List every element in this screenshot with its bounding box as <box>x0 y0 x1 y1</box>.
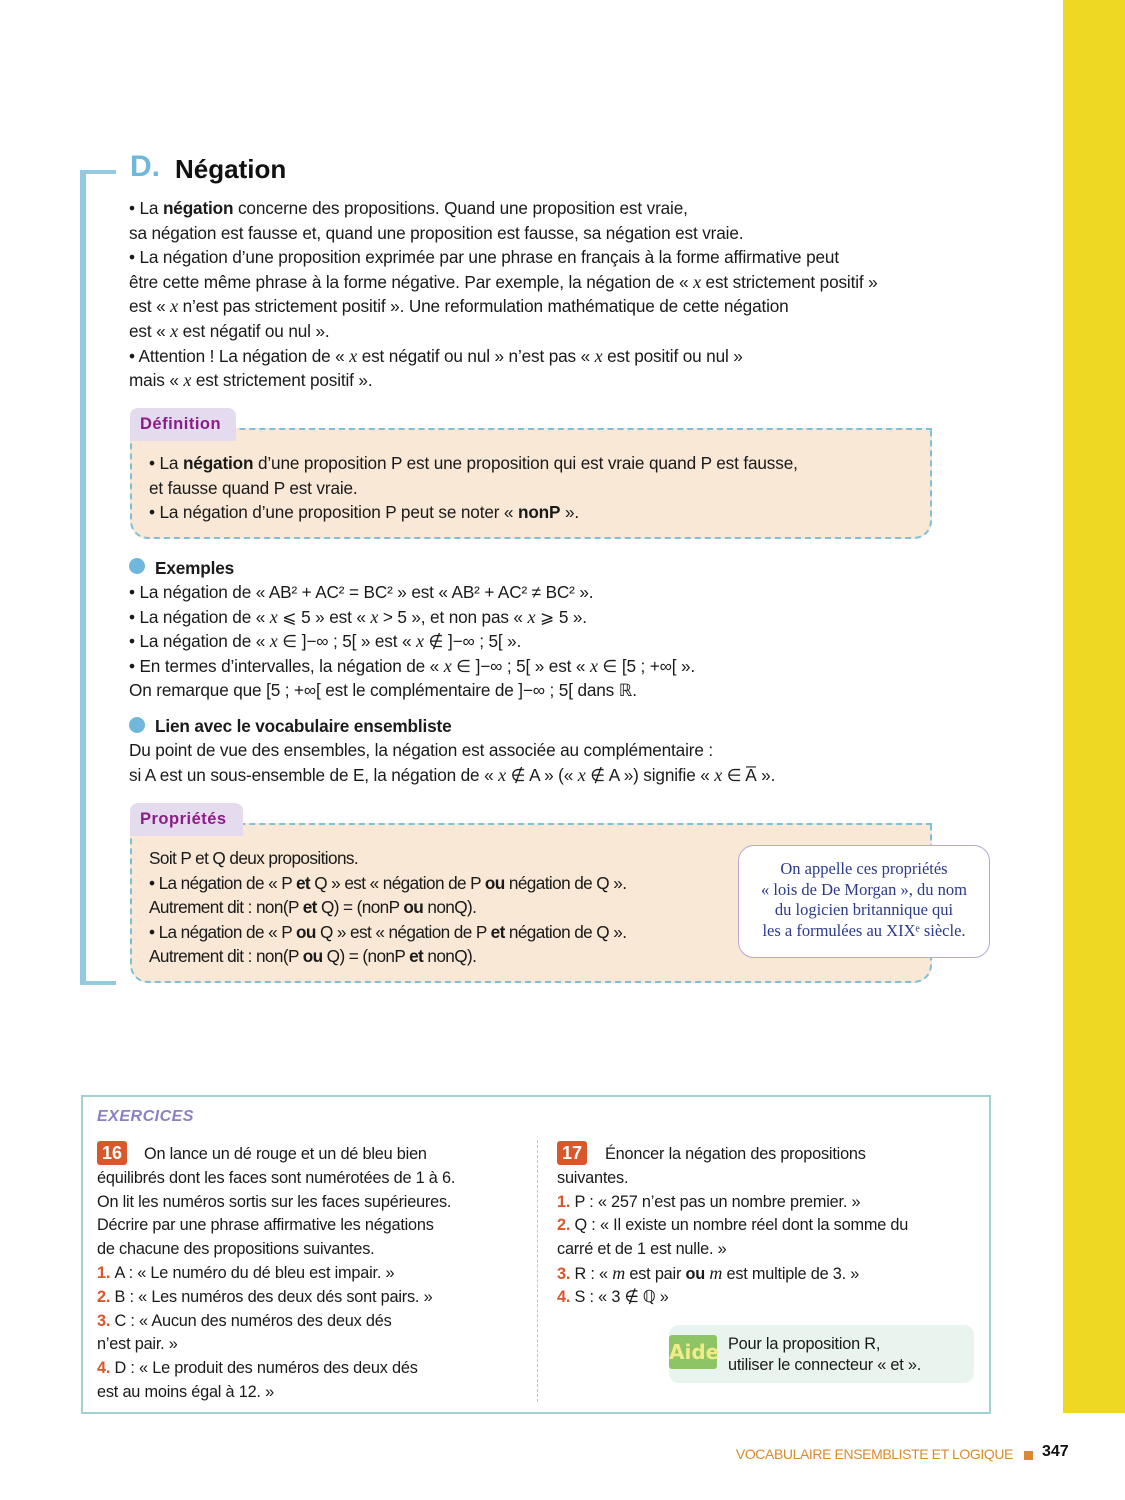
math-variable: x <box>349 345 358 366</box>
math-variable: x <box>269 606 278 627</box>
text-segment: est au moins égal à 12. » <box>97 1383 274 1401</box>
question-number: 4. <box>557 1287 575 1306</box>
text-line <box>97 1239 375 1259</box>
text-segment: est « <box>129 296 171 317</box>
properties-tab: Propriétés <box>130 803 243 836</box>
math-variable: x <box>714 764 723 785</box>
text-line <box>97 1215 434 1235</box>
text-segment: > 5 », et non pas « <box>378 606 528 627</box>
text-segment: B : « Les numéros des deux dés sont pairs. » <box>114 1287 433 1306</box>
section-bracket-bottom <box>80 981 116 985</box>
text-line <box>149 847 358 869</box>
text-segment: est « <box>129 321 171 341</box>
margin-color-band <box>1063 0 1125 1413</box>
text-segment: ⩽ 5 » est « <box>277 606 371 627</box>
question-number: 2. <box>97 1287 115 1306</box>
text-segment: On lit les numéros sortis sur les faces supérieures. <box>97 1192 452 1211</box>
text-segment: négation de Q ». <box>504 872 627 893</box>
text-segment: • La négation d’une proposition exprimée par une phrase en français à la forme affirmative peut <box>129 247 839 268</box>
text-segment: • La négation de « P <box>149 872 296 893</box>
text-segment: ou <box>685 1265 705 1283</box>
footer-square-icon <box>1024 1451 1033 1460</box>
text-segment: P : « 257 n’est pas un nombre premier. » <box>574 1192 861 1211</box>
text-line <box>97 1287 432 1307</box>
text-segment: ∈ A̅ ». <box>722 764 776 785</box>
math-variable: x <box>370 606 379 627</box>
section-letter: D. <box>130 150 160 183</box>
text-segment: est négatif ou nul » n’est pas « <box>357 345 595 366</box>
text-segment: ∉ ]−∞ ; 5[ ». <box>423 631 522 652</box>
text-segment: n’est pair. » <box>97 1335 178 1354</box>
math-variable: x <box>443 655 452 676</box>
link-heading: Lien avec le vocabulaire ensembliste <box>155 716 452 736</box>
text-line <box>97 1382 274 1402</box>
note-line: les a formulées au XIXᵉ siècle. <box>762 921 966 941</box>
math-variable: x <box>170 321 178 341</box>
text-segment: • Attention ! La négation de « <box>129 345 350 366</box>
page-number: 347 <box>1042 1443 1069 1460</box>
math-variable: m <box>612 1263 626 1283</box>
text-segment: ∈ ]−∞ ; 5[ » est « <box>451 655 590 676</box>
help-badge: Aide <box>669 1335 717 1369</box>
text-line <box>129 197 688 219</box>
question-number: 2. <box>557 1216 575 1235</box>
text-line <box>129 222 743 244</box>
text-segment: ou <box>302 946 323 967</box>
text-line <box>97 1334 178 1354</box>
text-segment: carré et de 1 est nulle. » <box>557 1240 727 1259</box>
math-variable: x <box>269 631 278 652</box>
math-variable: x <box>594 345 603 366</box>
text-segment: Autrement dit : non(P <box>149 946 303 967</box>
text-line <box>97 1168 455 1188</box>
text-line <box>149 896 476 918</box>
de-morgan-note <box>738 845 990 958</box>
text-segment: R : « <box>574 1265 613 1283</box>
text-segment: • La négation d’une proposition P peut se noter « <box>149 502 518 523</box>
text-segment: Du point de vue des ensembles, la négation est associée au complémentaire : <box>129 740 713 760</box>
text-line <box>129 630 521 652</box>
math-variable: x <box>577 764 586 785</box>
text-segment: nonQ). <box>423 946 477 967</box>
text-line <box>149 501 579 523</box>
text-segment: ⩾ 5 ». <box>535 606 587 627</box>
text-line <box>129 679 637 701</box>
text-line <box>97 1311 392 1331</box>
text-segment: ∉ A ») signifie « <box>585 764 715 785</box>
definition-tab: Définition <box>130 408 236 441</box>
text-segment: sa négation est fausse et, quand une proposition est fausse, sa négation est vraie. <box>129 222 744 243</box>
text-line <box>129 369 372 391</box>
text-line <box>97 1192 451 1212</box>
exercise-17-number <box>557 1141 595 1165</box>
note-line: du logicien britannique qui <box>774 900 954 920</box>
text-line <box>97 1263 394 1283</box>
text-segment: est strictement positif » <box>700 271 878 292</box>
text-segment: • La négation de « <box>129 606 270 627</box>
math-variable: x <box>527 606 536 627</box>
text-line <box>149 945 476 967</box>
math-variable: m <box>709 1263 723 1283</box>
note-line: « lois de De Morgan », du nom <box>761 879 967 899</box>
question-number: 3. <box>557 1265 575 1283</box>
text-segment: Autrement dit : non(P <box>149 897 303 918</box>
text-line <box>129 345 743 367</box>
text-segment: est pair <box>625 1265 686 1283</box>
text-line <box>557 1192 860 1212</box>
text-line <box>605 1144 866 1164</box>
text-segment: • La <box>129 198 163 218</box>
text-segment: Q) = (nonP <box>316 897 404 918</box>
exercise-number-badge: 16 <box>97 1141 127 1165</box>
question-number: 1. <box>97 1264 115 1282</box>
text-line <box>129 581 593 603</box>
text-segment: mais « <box>129 370 184 391</box>
text-line <box>129 739 713 761</box>
text-segment: est positif ou nul » <box>602 345 743 366</box>
text-line <box>129 320 329 342</box>
text-segment: n’est pas strictement positif ». Une reformulation mathématique de cette négation <box>177 296 789 317</box>
question-number: 4. <box>97 1359 115 1378</box>
text-segment: nonP <box>517 502 561 523</box>
text-segment: être cette même phrase à la forme négative. Par exemple, la négation de « <box>129 271 694 292</box>
text-segment: On remarque que [5 ; +∞[ est le complémentaire de ]−∞ ; 5[ dans ℝ. <box>129 680 637 701</box>
text-segment: A : « Le numéro du dé bleu est impair. » <box>114 1264 395 1282</box>
text-segment: négation <box>162 198 234 218</box>
text-segment: et <box>409 946 424 967</box>
bullet-dot-icon <box>129 558 145 574</box>
column-divider <box>537 1140 538 1402</box>
text-segment: D : « Le produit des numéros des deux dés <box>114 1359 418 1378</box>
section-bracket-top <box>80 170 116 174</box>
text-line <box>129 271 878 293</box>
text-segment: négation de Q ». <box>504 921 627 942</box>
math-variable: x <box>183 370 192 391</box>
chapter-title: VOCABULAIRE ENSEMBLISTE ET LOGIQUE <box>735 1446 1013 1462</box>
text-segment: Énoncer la négation des propositions <box>605 1145 866 1163</box>
text-line <box>557 1287 669 1307</box>
text-segment: • La négation de « AB² + AC² = BC² » est « AB² + AC² ≠ BC² ». <box>129 582 594 602</box>
text-segment: si A est un sous-ensemble de E, la négation de « <box>129 764 499 785</box>
text-segment: et <box>295 872 311 893</box>
text-line <box>149 477 358 499</box>
text-segment: ou <box>484 872 505 893</box>
text-segment: suivantes. <box>557 1168 629 1187</box>
math-variable: x <box>170 296 178 317</box>
text-line <box>129 295 789 317</box>
text-line <box>129 655 695 677</box>
text-line <box>129 606 587 628</box>
text-segment: équilibrés dont les faces sont numérotées de 1 à 6. <box>97 1168 456 1187</box>
bullet-dot-icon <box>129 717 145 733</box>
text-line <box>97 1358 418 1378</box>
text-line <box>557 1239 726 1259</box>
text-segment: Q » est « négation de P <box>315 921 491 942</box>
text-segment: • La négation de « P <box>149 921 296 942</box>
section-title: Négation <box>175 154 287 184</box>
text-segment: est multiple de 3. » <box>722 1265 860 1283</box>
text-segment: et fausse quand P est vraie. <box>149 477 358 498</box>
text-line <box>129 764 775 786</box>
text-segment: Q » est « négation de P <box>310 872 485 893</box>
text-segment: Soit P et Q deux propositions. <box>149 848 359 868</box>
text-segment: et <box>302 897 317 918</box>
text-segment: ou <box>403 897 424 918</box>
text-line <box>129 246 839 268</box>
math-variable: x <box>416 631 424 652</box>
text-segment: S : « 3 ∉ ℚ » <box>574 1287 669 1306</box>
text-segment: de chacune des propositions suivantes. <box>97 1240 375 1259</box>
help-line: Pour la proposition R, <box>728 1335 881 1353</box>
note-line: On appelle ces propriétés <box>780 859 948 878</box>
text-line <box>149 452 798 474</box>
text-segment: Q : « Il existe un nombre réel dont la somme du <box>574 1216 909 1235</box>
text-line <box>144 1144 427 1164</box>
text-line <box>557 1168 628 1188</box>
question-number: 1. <box>557 1192 575 1211</box>
text-segment: concerne des propositions. Quand une proposition est vraie, <box>233 198 688 218</box>
text-line <box>557 1263 859 1284</box>
text-line <box>557 1215 908 1235</box>
text-segment: d’une proposition P est une proposition qui est vraie quand P est fausse, <box>253 453 798 473</box>
text-segment: est strictement positif ». <box>191 370 373 391</box>
math-variable: x <box>589 655 598 676</box>
text-segment: est négatif ou nul ». <box>177 321 330 341</box>
text-segment: C : « Aucun des numéros des deux dés <box>114 1311 392 1330</box>
text-segment: • La <box>149 453 183 473</box>
text-segment: négation <box>182 453 254 473</box>
text-segment: nonQ). <box>423 897 477 918</box>
question-number: 3. <box>97 1311 115 1330</box>
text-segment: ∉ A » (« <box>505 764 578 785</box>
text-line <box>149 872 626 894</box>
examples-heading: Exemples <box>155 558 235 578</box>
text-segment: ». <box>560 502 580 523</box>
math-variable: x <box>498 764 506 785</box>
exercise-number-badge: 17 <box>557 1141 587 1165</box>
text-segment: • La négation de « <box>129 631 270 652</box>
text-segment: ∈ [5 ; +∞[ ». <box>597 655 696 676</box>
section-bracket <box>80 170 86 985</box>
text-segment: et <box>490 921 505 942</box>
exercises-heading: EXERCICES <box>97 1108 194 1125</box>
text-segment: Décrire par une phrase affirmative les négations <box>97 1216 434 1235</box>
text-segment: ou <box>295 921 316 942</box>
text-segment: • En termes d’intervalles, la négation de « <box>129 655 444 676</box>
text-segment: Q) = (nonP <box>322 946 410 967</box>
text-segment: ∈ ]−∞ ; 5[ » est « <box>277 631 417 652</box>
text-segment: On lance un dé rouge et un dé bleu bien <box>144 1145 427 1163</box>
math-variable: x <box>693 271 701 292</box>
exercise-16-number <box>97 1141 135 1165</box>
help-line: utiliser le connecteur « et ». <box>728 1356 922 1374</box>
text-line <box>149 921 626 943</box>
